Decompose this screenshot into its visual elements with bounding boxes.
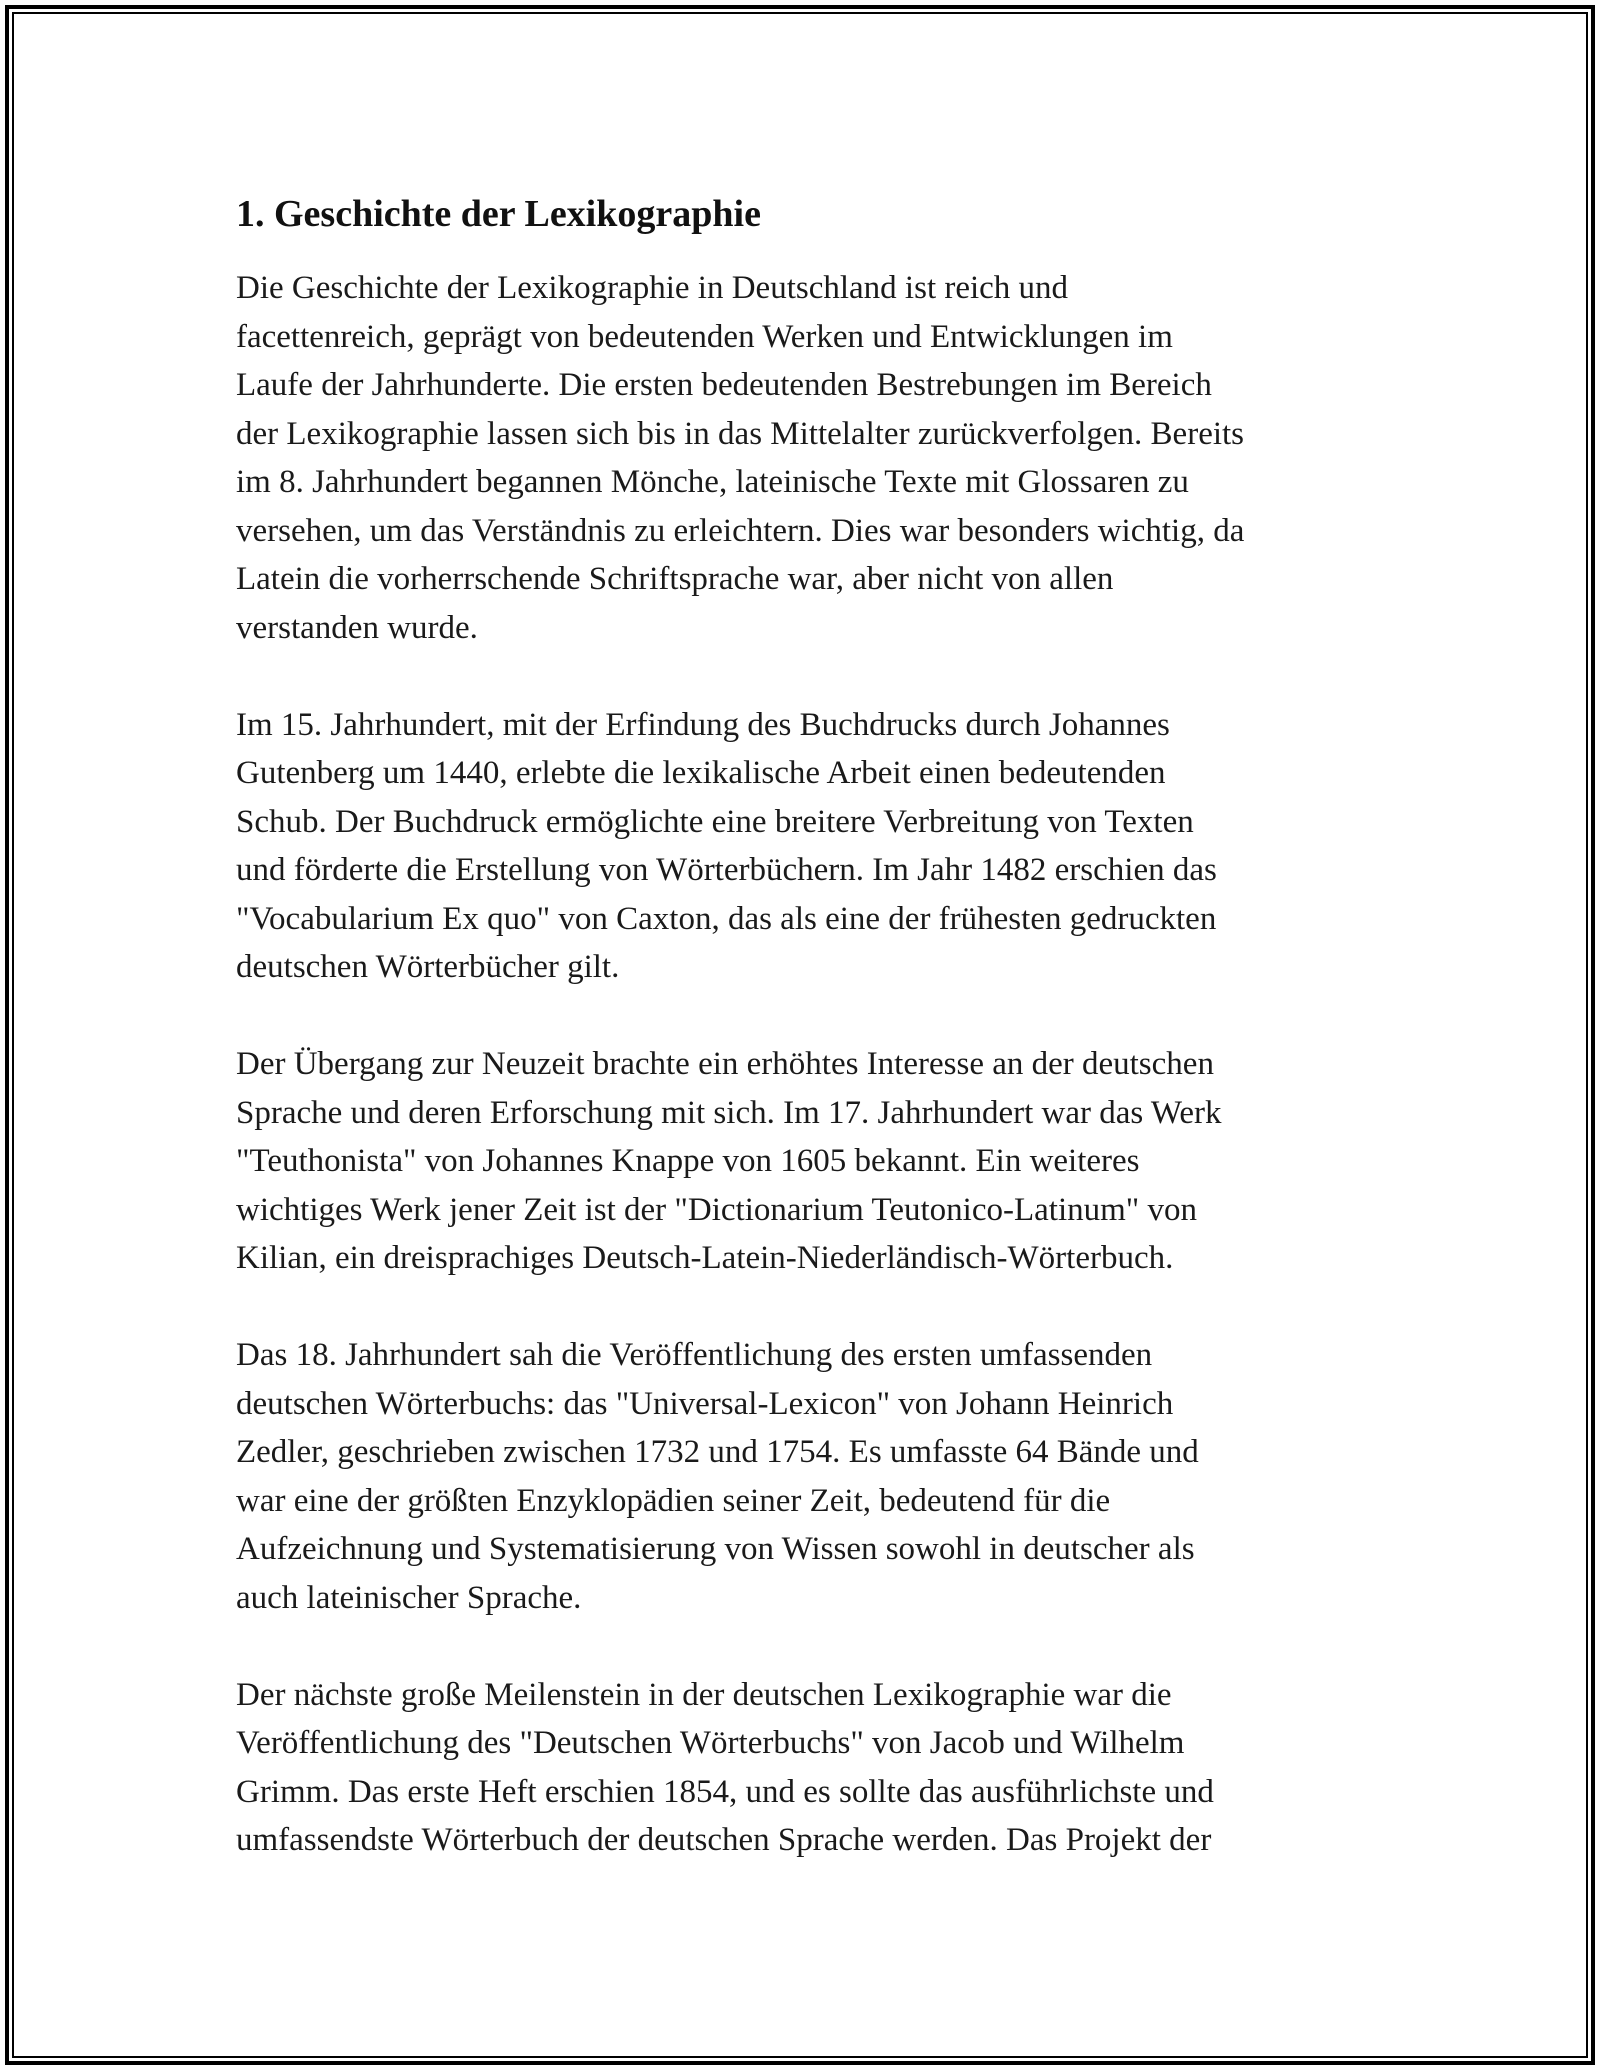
document-body (236, 190, 1366, 1913)
text-line: auch lateinischer Sprache. (236, 1579, 582, 1616)
paragraph (236, 264, 1366, 652)
text-line: verstanden wurde. (236, 609, 478, 646)
text-line: Im 15. Jahrhundert, mit der Erfindung des Buchdrucks durch Johannes (236, 706, 1170, 743)
section-heading: 1. Geschichte der Lexikographie (236, 193, 761, 235)
text-line: im 8. Jahrhundert begannen Mönche, lateinische Texte mit Glossaren zu (236, 464, 1189, 500)
text-line: facettenreich, geprägt von bedeutenden Werken und Entwicklungen im (236, 318, 1173, 355)
text-line: der Lexikographie lassen sich bis in das Mittelalter zurückverfolgen. Bereits (236, 415, 1245, 452)
text-line: Gutenberg um 1440, erlebte die lexikalische Arbeit einen bedeutenden (236, 755, 1166, 791)
text-line: deutschen Wörterbuchs: das "Universal-Lexicon" von Johann Heinrich (236, 1385, 1174, 1422)
text-line: Der Übergang zur Neuzeit brachte ein erhöhtes Interesse an der deutschen (236, 1046, 1214, 1082)
text-line: "Teuthonista" von Johannes Knappe von 1605 bekannt. Ein weiteres (236, 1143, 1140, 1179)
text-line: Veröffentlichung des "Deutschen Wörterbuchs" von Jacob und Wilhelm (236, 1725, 1185, 1761)
paragraph (236, 1671, 1366, 1865)
text-line: Zedler, geschrieben zwischen 1732 und 1754. Es umfasste 64 Bände und (236, 1434, 1199, 1470)
text-line: Aufzeichnung und Systematisierung von Wissen sowohl in deutscher als (236, 1531, 1195, 1567)
text-line: Kilian, ein dreisprachiges Deutsch-Latein-Niederländisch-Wörterbuch. (236, 1240, 1174, 1276)
paragraph (236, 1331, 1366, 1622)
text-line: und förderte die Erstellung von Wörterbüchern. Im Jahr 1482 erschien das (236, 852, 1217, 888)
text-line: "Vocabularium Ex quo" von Caxton, das als eine der frühesten gedruckten (236, 900, 1217, 937)
text-line: Latein die vorherrschende Schriftsprache war, aber nicht von allen (236, 561, 1114, 597)
paragraph (236, 701, 1366, 992)
text-line: wichtiges Werk jener Zeit ist der "Dictionarium Teutonico-Latinum" von (236, 1191, 1198, 1228)
paragraph-list (236, 264, 1366, 1865)
text-line: Sprache und deren Erforschung mit sich. Im 17. Jahrhundert war das Werk (236, 1094, 1222, 1131)
text-line: Grimm. Das erste Heft erschien 1854, und es sollte das ausführlichste und (236, 1773, 1214, 1810)
text-line: Laufe der Jahrhunderte. Die ersten bedeutenden Bestrebungen im Bereich (236, 367, 1212, 403)
text-line: umfassendste Wörterbuch der deutschen Sprache werden. Das Projekt der (236, 1822, 1212, 1858)
text-line: deutschen Wörterbücher gilt. (236, 949, 620, 985)
text-line: versehen, um das Verständnis zu erleichtern. Dies war besonders wichtig, da (236, 512, 1245, 549)
text-line: Das 18. Jahrhundert sah die Veröffentlichung des ersten umfassenden (236, 1337, 1153, 1373)
text-line: Die Geschichte der Lexikographie in Deutschland ist reich und (236, 270, 1069, 306)
text-line: Schub. Der Buchdruck ermöglichte eine breitere Verbreitung von Texten (236, 803, 1194, 840)
text-line: Der nächste große Meilenstein in der deutschen Lexikographie war die (236, 1676, 1172, 1713)
text-line: war eine der größten Enzyklopädien seiner Zeit, bedeutend für die (236, 1482, 1111, 1519)
paragraph (236, 1040, 1366, 1283)
